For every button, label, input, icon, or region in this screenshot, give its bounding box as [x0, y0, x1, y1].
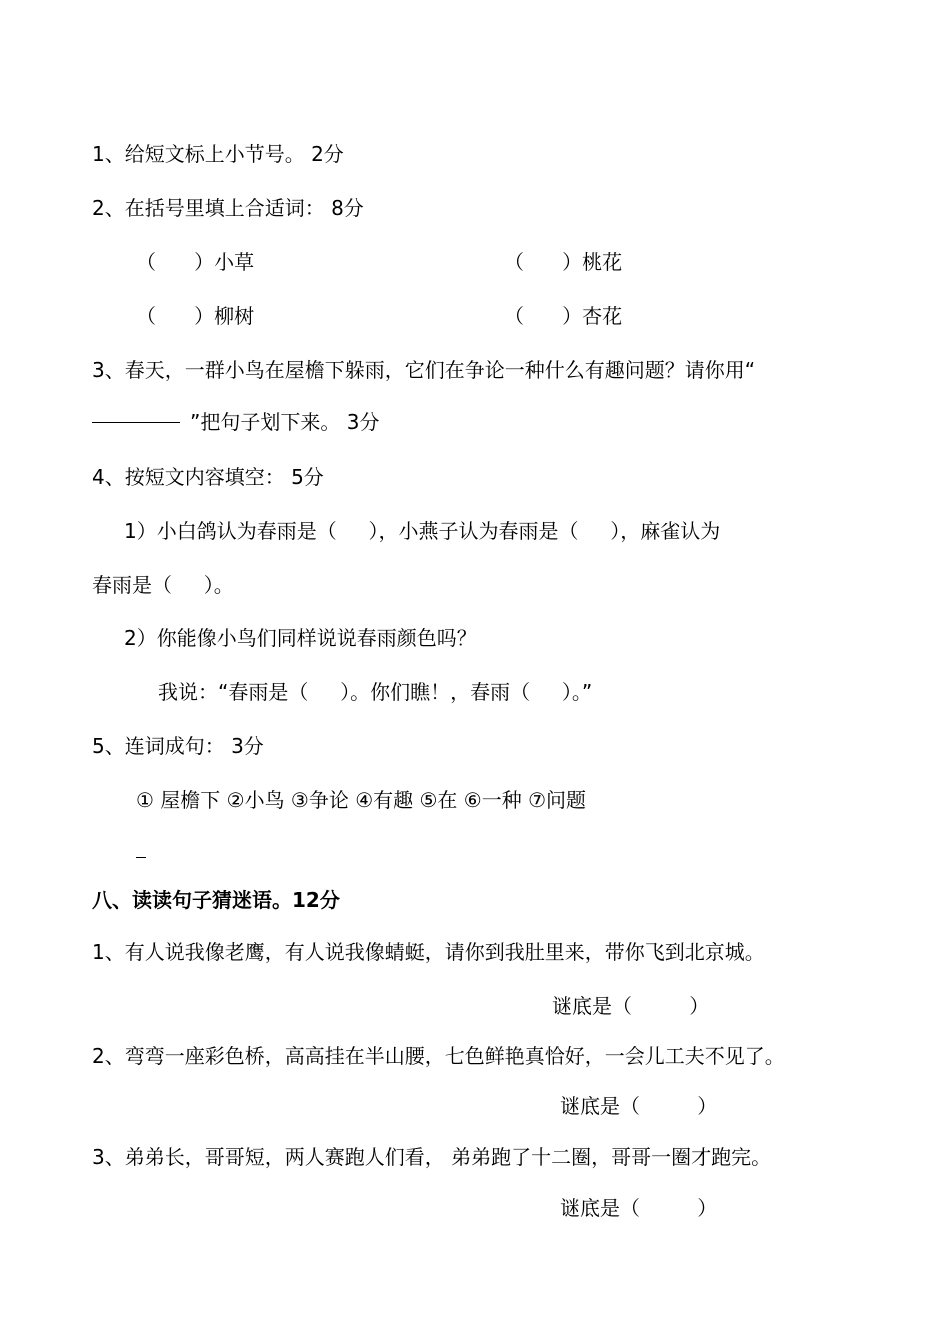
riddle-1-answer: 谜底是（ ）	[552, 994, 710, 1018]
section-8-title: 八、读读句子猜迷语。12分	[92, 888, 340, 912]
question-4-1-line1: 1）小白鸽认为春雨是（ ），小燕子认为春雨是（ ），麻雀认为	[124, 519, 721, 543]
fill-blank-willow: （ ）柳树	[136, 304, 255, 328]
question-3-line1: 3、春天，一群小鸟在屋檐下躲雨，它们在争论一种什么有趣问题？请你用“	[92, 358, 756, 382]
fill-blank-peach: （ ）桃花	[504, 250, 623, 274]
riddle-1: 1、有人说我像老鹰，有人说我像蜻蜓，请你到我肚里来，带你飞到北京城。	[92, 940, 765, 964]
riddle-2-answer: 谜底是（ ）	[560, 1094, 718, 1118]
question-5: 5、连词成句： 3分	[92, 734, 264, 758]
riddle-3-answer: 谜底是（ ）	[560, 1196, 718, 1220]
fill-blank-grass: （ ）小草	[136, 250, 255, 274]
answer-line	[136, 857, 146, 858]
question-3-line2: ”把句子划下来。 3分	[190, 410, 380, 434]
word-list: ① 屋檐下 ②小鸟 ③争论 ④有趣 ⑤在 ⑥一种 ⑦问题	[136, 788, 587, 812]
question-1: 1、给短文标上小节号。 2分	[92, 142, 344, 166]
fill-blank-apricot: （ ）杏花	[504, 304, 623, 328]
riddle-3: 3、弟弟长，哥哥短，两人赛跑人们看， 弟弟跑了十二圈，哥哥一圈才跑完。	[92, 1145, 772, 1169]
question-4-2-answer: 我说：“春雨是（ ）。你们瞧！，春雨（ ）。”	[158, 680, 593, 704]
question-4-1-line2: 春雨是（ ）。	[92, 573, 234, 597]
question-4-2: 2）你能像小鸟们同样说说春雨颜色吗？	[124, 626, 477, 650]
question-4: 4、按短文内容填空： 5分	[92, 465, 324, 489]
underline-sample	[92, 422, 180, 423]
riddle-2: 2、弯弯一座彩色桥，高高挂在半山腰，七色鲜艳真恰好，一会儿工夫不见了。	[92, 1044, 785, 1068]
question-2: 2、在括号里填上合适词： 8分	[92, 196, 364, 220]
